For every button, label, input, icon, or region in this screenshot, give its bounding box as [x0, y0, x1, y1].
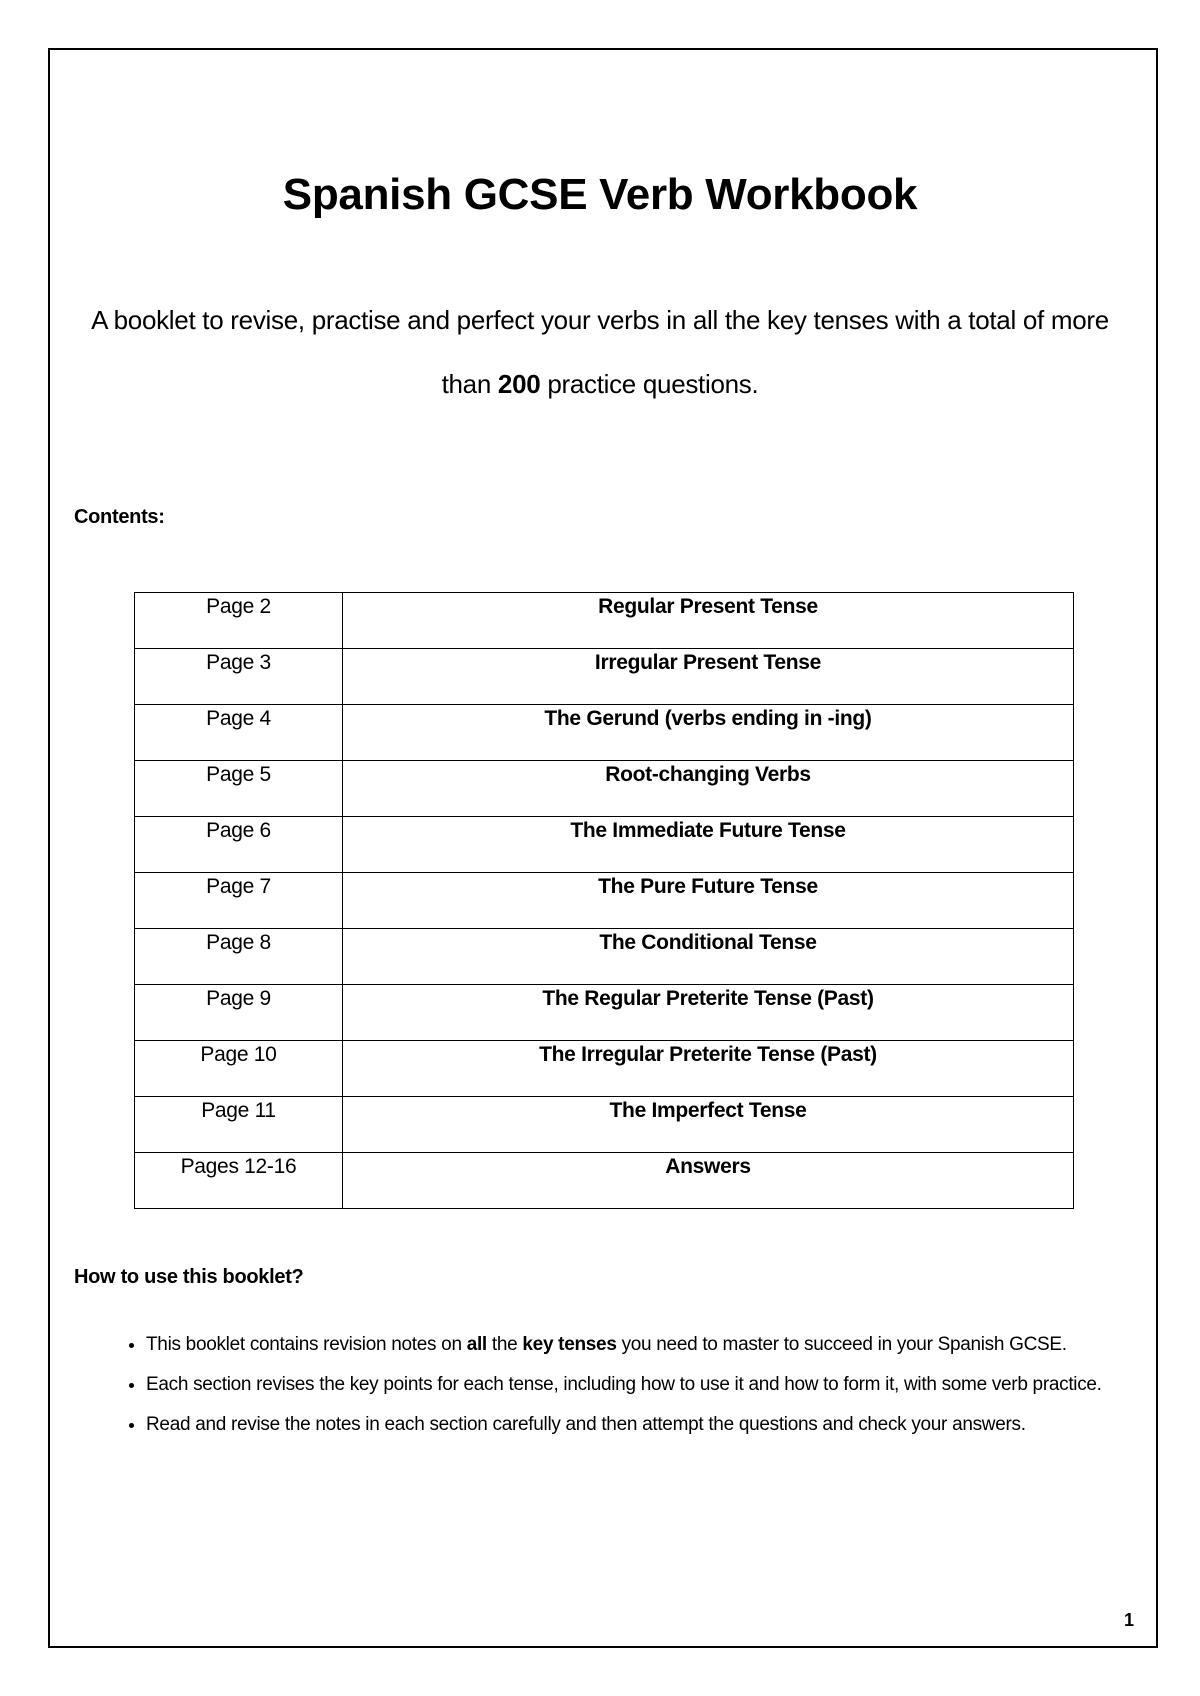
table-row — [135, 1041, 1074, 1097]
table-row — [135, 1097, 1074, 1153]
table-row — [135, 873, 1074, 929]
table-row — [135, 817, 1074, 873]
table-row — [135, 761, 1074, 817]
intro-paragraph — [70, 288, 1130, 416]
page-ref: Page 7 — [135, 873, 343, 929]
topic-title: The Immediate Future Tense — [343, 817, 1074, 873]
table-row — [135, 649, 1074, 705]
topic-title: The Pure Future Tense — [343, 873, 1074, 929]
document-title: Spanish GCSE Verb Workbook — [282, 170, 918, 219]
topic-title: The Gerund (verbs ending in -ing) — [343, 705, 1074, 761]
table-row — [135, 929, 1074, 985]
question-count: 200 — [497, 369, 541, 399]
bullet-text: This booklet contains revision notes on — [146, 1334, 467, 1355]
topic-title: The Conditional Tense — [343, 929, 1074, 985]
table-row — [135, 1153, 1074, 1209]
how-to-heading: How to use this booklet? — [74, 1266, 304, 1288]
instructions-list — [74, 1326, 1136, 1446]
bullet-text: the — [486, 1334, 523, 1355]
bullet-text: you need to master to succeed in your Spanish GCSE. — [616, 1334, 1067, 1355]
intro-text: A booklet to revise, practise and perfect your verbs in all the key tenses with a total of more than — [91, 305, 1109, 399]
list-item — [146, 1326, 1136, 1364]
topic-title: Irregular Present Tense — [343, 649, 1074, 705]
table-row — [135, 985, 1074, 1041]
topic-title: Root-changing Verbs — [343, 761, 1074, 817]
topic-title: The Regular Preterite Tense (Past) — [343, 985, 1074, 1041]
contents-heading: Contents: — [74, 506, 165, 528]
page-ref: Page 10 — [135, 1041, 343, 1097]
page-ref: Page 5 — [135, 761, 343, 817]
contents-table — [134, 592, 1074, 1209]
page-ref: Page 4 — [135, 705, 343, 761]
topic-title: The Imperfect Tense — [343, 1097, 1074, 1153]
intro-text-end: practice questions. — [540, 369, 759, 399]
table-row — [135, 593, 1074, 649]
topic-title: Regular Present Tense — [343, 593, 1074, 649]
page-ref: Page 8 — [135, 929, 343, 985]
page-ref: Page 3 — [135, 649, 343, 705]
page-ref: Pages 12-16 — [135, 1153, 343, 1209]
bullet-emphasis: key tenses — [522, 1334, 617, 1355]
page-ref: Page 9 — [135, 985, 343, 1041]
page-number: 1 — [1123, 1610, 1134, 1630]
page-ref: Page 11 — [135, 1097, 343, 1153]
topic-title: Answers — [343, 1153, 1074, 1209]
list-item: • Each section revises the key points for each tense, including how to use it and how to form it, with some verb practice. — [146, 1366, 1136, 1404]
topic-title: The Irregular Preterite Tense (Past) — [343, 1041, 1074, 1097]
bullet-emphasis: all — [466, 1334, 487, 1355]
list-item: • Read and revise the notes in each section carefully and then attempt the questions and check your answers. — [146, 1406, 1136, 1444]
page-ref: Page 2 — [135, 593, 343, 649]
page-ref: Page 6 — [135, 817, 343, 873]
table-row — [135, 705, 1074, 761]
